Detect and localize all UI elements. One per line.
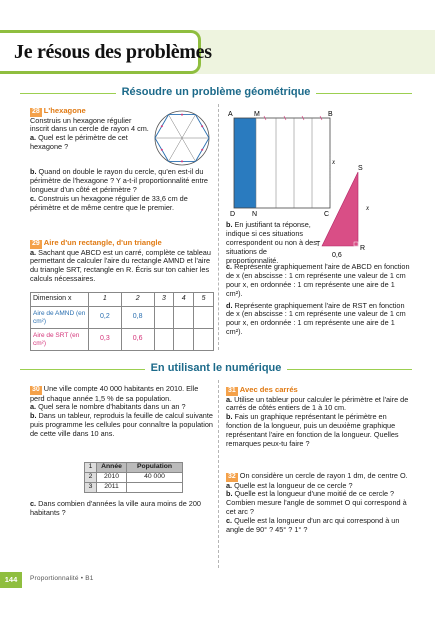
question-label: c.: [226, 262, 233, 271]
question-text: Sachant que ABCD est un carré, complète ce tableau permettant de calculer l'aire du rectangle AMND et l'aire du triangle SRT, rectangle en R. Écris sur ton cahier les calculs nécessaires.: [30, 247, 211, 284]
page-number: 144: [0, 572, 22, 588]
label-0-6: 0,6: [332, 252, 342, 259]
exercise-number: 30: [32, 386, 40, 393]
label-M: M: [254, 111, 260, 118]
header-cell: Année: [97, 463, 127, 473]
question-label: a.: [226, 394, 233, 404]
label-N: N: [252, 211, 258, 218]
table-cell: [194, 307, 214, 329]
question-label: a.: [30, 402, 37, 412]
column-divider-bottom: [218, 380, 219, 568]
row-header: Aire de SRT (en cm²): [31, 329, 89, 351]
label-T: T: [316, 241, 321, 248]
question-text: Représente graphiquement l'aire de ABCD en fonction de x (en abscisse : 1 cm représente une valeur de 1 cm pour x, en ordonnée : 1 cm représente une aire de 1 cm²).: [226, 262, 410, 298]
question-label: b.: [30, 167, 37, 176]
question-label: a.: [226, 480, 233, 490]
exercise-number: 32: [228, 473, 236, 480]
label-A: A: [228, 111, 233, 118]
exercise-32: [226, 472, 410, 535]
spreadsheet: [84, 462, 183, 493]
table-cell: 0,8: [121, 307, 154, 329]
column-divider-top: [218, 104, 219, 350]
table-cell: [127, 483, 183, 493]
table-row: [85, 483, 183, 493]
section-header-digital: [20, 362, 412, 376]
exercise-31: [226, 385, 410, 449]
label-S: S: [358, 165, 363, 172]
table-cell: [194, 329, 214, 351]
row-number: 2: [85, 473, 97, 483]
dimension-table: [30, 292, 214, 351]
table-row: [85, 463, 183, 473]
exercise-number: 28: [32, 108, 40, 115]
chapter-label: Proportionnalité • B1: [30, 575, 94, 582]
question-text: Représente graphiquement l'aire de RST en fonction de x (en abscisse : 1 cm représente une valeur de 1 cm pour x, en ordonnée : 1 cm représente une aire de 1 cm²).: [226, 300, 406, 337]
exercise-intro: On considère un cercle de rayon 1 dm, de centre O.: [239, 471, 408, 480]
question-text: Quelle est la longueur de ce cercle ?: [234, 480, 353, 490]
question-label: b.: [226, 489, 233, 499]
table-cell: [154, 307, 174, 329]
question-text: Utilise un tableur pour calculer le périmètre et l'aire de carrés de côtés entiers de 1 à 10 cm.: [226, 394, 409, 413]
table-cell: 2010: [97, 473, 127, 483]
exercise-intro: Une ville compte 40 000 habitants en 2010. Elle perd chaque année 1,5 % de sa population.: [30, 384, 199, 403]
question-label: b.: [226, 412, 233, 422]
question-text: Quel sera le nombre d'habitants dans un an ?: [38, 402, 186, 412]
exercise-29: [30, 238, 214, 284]
header-cell: Population: [127, 463, 183, 473]
row-header: Aire de AMND (en cm²): [31, 307, 89, 329]
table-cell: 2011: [97, 483, 127, 493]
section-title: En utilisant le numérique: [145, 362, 288, 375]
question-text: Quelle est la longueur d'un arc qui correspond à un angle de 90° ? 45° ? 1° ?: [226, 516, 400, 534]
table-cell: [174, 329, 194, 351]
table-cell: 1: [89, 293, 122, 307]
table-cell: [174, 307, 194, 329]
question-text: En justifiant ta réponse, indique si ces situations correspondent ou non à des situations de proportionnalité.: [226, 220, 317, 265]
question-label: b.: [30, 411, 37, 421]
exercise-title: Aire d'un rectangle, d'un triangle: [43, 238, 162, 247]
question-label: c.: [30, 499, 37, 508]
label-x-triangle: x: [366, 204, 370, 212]
exercise-29-b: [226, 221, 318, 265]
exercise-30: [30, 385, 214, 439]
exercise-30-c: [30, 500, 214, 518]
exercise-intro: Construis un hexagone régulier inscrit dans un cercle de rayon 4 cm.: [30, 115, 149, 134]
exercise-title: L'hexagone: [43, 106, 86, 115]
table-row: [31, 329, 214, 351]
table-cell: 3: [154, 293, 174, 307]
question-text: Fais un graphique représentant le périmètre en fonction de la longueur, puis un deuxième graphique représentant l'aire en fonction de la longueur. Quelles remarques peux-tu faire ?: [226, 412, 399, 448]
label-x-square: x: [332, 158, 336, 166]
exercise-number: 31: [228, 387, 236, 394]
exercise-28: [30, 106, 150, 152]
table-row: [31, 293, 214, 307]
question-label: a.: [30, 133, 37, 143]
question-text: Construis un hexagone régulier de 33,6 cm de périmètre et de même centre que le premier.: [30, 193, 188, 212]
question-label: c.: [30, 193, 37, 203]
question-text: Quand on double le rayon du cercle, qu'en est-il du périmètre de l'hexagone ? Y a-t-il proportionnalité entre longueur d'un côté et périmètre ?: [30, 167, 208, 194]
table-cell: 4: [174, 293, 194, 307]
section-header-geometry: [20, 86, 412, 100]
exercise-29-cd: [226, 263, 410, 337]
question-text: Dans combien d'années la ville aura moins de 200 habitants ?: [30, 499, 201, 517]
table-row: [31, 307, 214, 329]
section-title: Résoudre un problème géométrique: [116, 86, 317, 99]
question-label: a.: [30, 247, 37, 257]
label-R: R: [360, 245, 366, 252]
table-cell: [154, 329, 174, 351]
table-cell: 2: [121, 293, 154, 307]
question-text: Quel est le périmètre de cet hexagone ?: [30, 133, 128, 152]
exercise-28-cont: [30, 168, 214, 212]
exercise-title: Avec des carrés: [239, 385, 298, 394]
page-title: Je résous des problèmes: [14, 41, 212, 63]
row-number: 3: [85, 483, 97, 493]
question-text: Quelle est la longueur d'une moitié de ce cercle ? Combien mesure l'angle de sommet O qui correspond à cet arc ?: [226, 489, 407, 517]
exercise-number: 29: [32, 240, 40, 247]
table-row: [85, 473, 183, 483]
question-label: b.: [226, 220, 233, 229]
row-header: Dimension x: [31, 293, 89, 307]
table-cell: 0,2: [89, 307, 122, 329]
table-cell: 0,3: [89, 329, 122, 351]
table-cell: 5: [194, 293, 214, 307]
hexagon-figure: [152, 108, 212, 168]
question-text: Dans un tableur, reproduis la feuille de calcul suivante puis programme les cellules pour connaître la population de cette ville dans 10 ans.: [30, 411, 213, 439]
label-C: C: [324, 211, 330, 218]
table-cell: 40 000: [127, 473, 183, 483]
question-label: c.: [226, 516, 233, 526]
label-B: B: [328, 111, 333, 118]
table-cell: 0,6: [121, 329, 154, 351]
question-label: d.: [226, 300, 233, 310]
label-D: D: [230, 211, 236, 218]
row-number: 1: [85, 463, 97, 473]
